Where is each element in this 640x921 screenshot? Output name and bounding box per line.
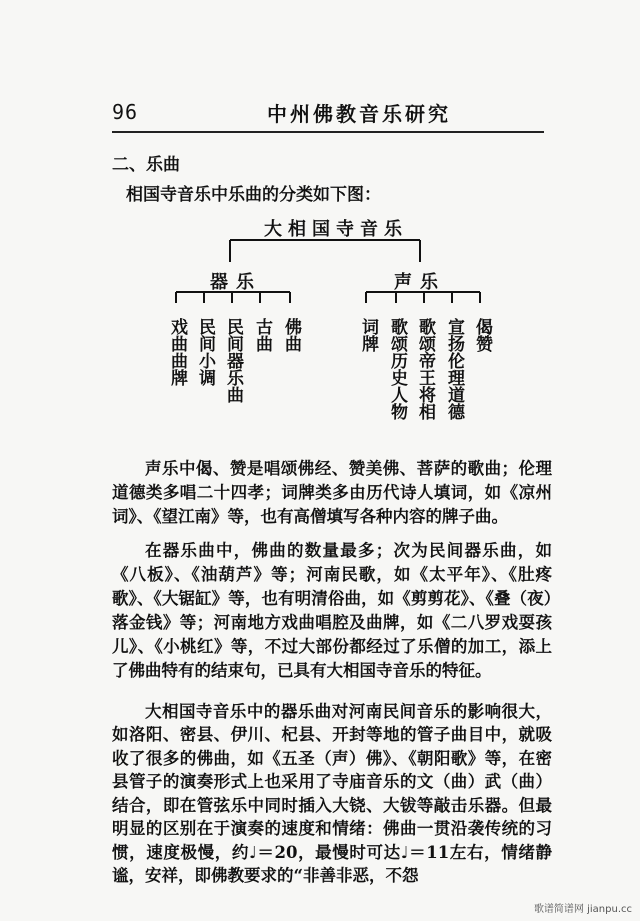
group-label-shengyue: 声乐	[394, 272, 446, 293]
paragraph-influence: 大相国寺音乐中的器乐曲对河南民间音乐的影响很大，如洛阳、密县、伊川、杞县、开封等地的管子曲目中，就吸收了很多的佛曲，如《五圣（声）佛》、《朝阳歌》等，在密县管子的演奏形式上也采用了寺庙音乐的文（曲）武（曲）结合，即在管弦乐中同时插入大铙、大钹等敲击乐器。但最明显的区别在于演奏的速度和情绪：佛曲一贯沿袭传统的习惯，速度极慢，约♩＝20，最慢时可达♩＝11左右，情绪静谧，安祥，即佛教要求的“非善非恶，不怨	[112, 701, 552, 885]
leaf-minjian-qiyuequ: 民间器乐曲	[223, 318, 243, 403]
intro-line: 相国寺音乐中乐曲的分类如下图：	[126, 185, 381, 205]
page-number: 96	[112, 100, 139, 124]
leaf-gesong-lishi-renwu: 歌颂历史人物	[387, 318, 407, 420]
tree-root-label: 大相国寺音乐	[264, 219, 408, 240]
leaf-xuanyang-lunli-daode: 宣扬伦理道德	[444, 318, 464, 420]
leaf-xiqu-qupai: 戏曲曲牌	[167, 318, 187, 386]
leaf-jizan: 偈赞	[472, 318, 492, 352]
leaf-gesong-diwang-jiangxiang: 歌颂帝王将相	[415, 318, 435, 420]
leaf-minjian-xiaodiao: 民间小调	[195, 318, 215, 386]
leaf-cipai: 词牌	[358, 318, 378, 352]
leaf-guqu: 古曲	[252, 318, 272, 352]
running-title: 中州佛教音乐研究	[267, 102, 451, 126]
leaf-foqu: 佛曲	[281, 318, 301, 352]
paragraph-vocal: 声乐中偈、赞是唱颂佛经、赞美佛、菩萨的歌曲；伦理道德类多唱二十四孝；词牌类多由历代诗人填词，如《凉州词》、《望江南》等，也有高僧填写各种内容的牌子曲。	[112, 458, 552, 526]
site-watermark: 歌谱简谱网 jianpu.cc	[533, 904, 632, 915]
section-title: 二、乐曲	[112, 155, 180, 175]
paragraph-instrumental: 在器乐曲中，佛曲的数量最多；次为民间器乐曲，如《八板》、《油葫芦》等；河南民歌，如《太平年》、《肚疼歌》、《大锯缸》等，也有明清俗曲，如《剪剪花》、《叠（夜）落金钱》等；河南地方戏曲唱腔及曲牌，如《二八罗戏耍孩儿》、《小桃红》等，不过大部份都经过了乐僧的加工，添上了佛曲特有的结束句，已具有大相国寺音乐的特征。	[112, 540, 552, 680]
group-label-qiyue: 器乐	[210, 272, 262, 293]
